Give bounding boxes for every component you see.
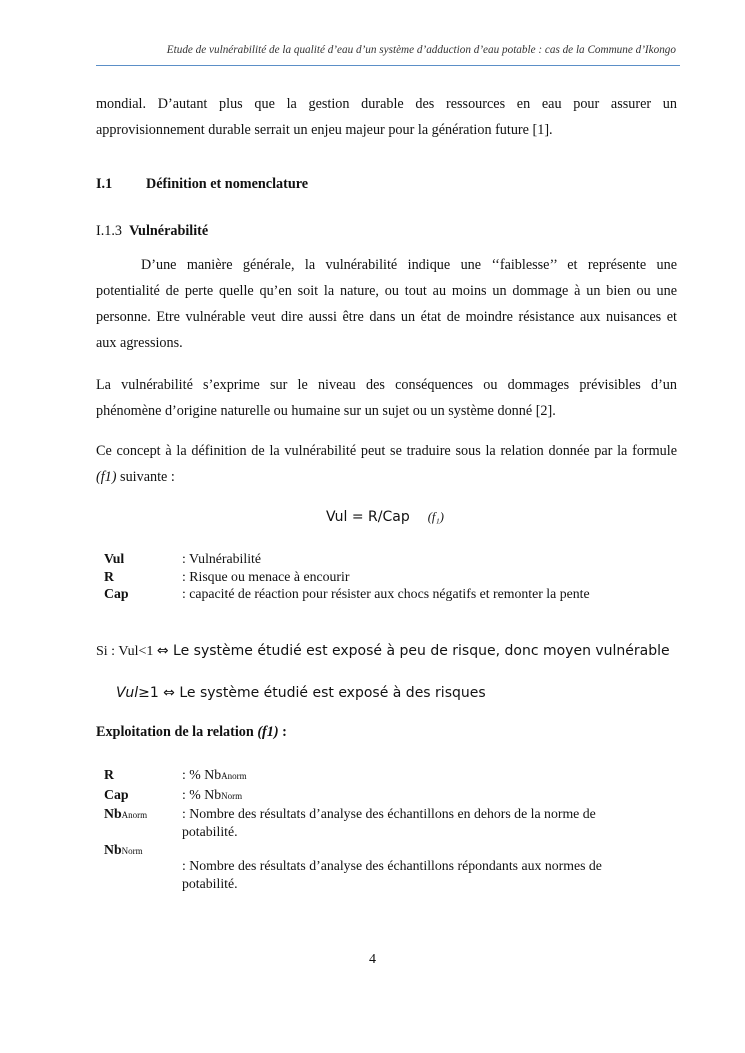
definition-row bbox=[104, 568, 652, 586]
text-line: personne. Etre vulnérable veut dire aussi être dans un état de moindre résistance aux nuisances et bbox=[96, 309, 677, 325]
subscript: Anorm bbox=[221, 771, 247, 781]
text-line: La vulnérabilité s’exprime sur le niveau des conséquences ou dommages prévisibles d’un bbox=[96, 377, 677, 393]
intro-paragraph bbox=[96, 91, 677, 143]
definition-value bbox=[182, 786, 652, 806]
condition-high-risk bbox=[116, 685, 486, 701]
text-line: approvisionnement durable serrait un enjeu majeur pour la génération future [1]. bbox=[96, 122, 553, 138]
text-fragment: suivante : bbox=[116, 469, 175, 485]
text-line: Ce concept à la définition de la vulnérabilité peut se traduire sous la relation donnée par la formule bbox=[96, 443, 677, 459]
text-line: mondial. D’autant plus que la gestion durable des ressources en eau pour assurer un bbox=[96, 96, 677, 112]
header-rule bbox=[96, 65, 680, 66]
vulnerability-paragraph bbox=[96, 252, 677, 356]
section-number: I.1 bbox=[96, 176, 113, 192]
formula-reference: (f1) bbox=[96, 469, 117, 485]
page-number: 4 bbox=[369, 952, 376, 967]
definition-key: Cap bbox=[104, 586, 129, 601]
definition-value bbox=[182, 841, 652, 892]
condition-variable: Vul bbox=[116, 685, 139, 701]
text-line: phénomène d’origine naturelle ou humaine sur un sujet ou un système donné [2]. bbox=[96, 403, 556, 419]
text-line bbox=[96, 464, 677, 490]
definition-prefix: : % Nb bbox=[182, 767, 222, 782]
definition-text-line: : Nombre des résultats d’analyse des échantillons en dehors de la norme de bbox=[182, 806, 596, 821]
definition-text-line: potabilité. bbox=[182, 875, 238, 891]
definition-row bbox=[104, 786, 652, 806]
key-base: Nb bbox=[104, 806, 122, 821]
definition-text-line: : Nombre des résultats d’analyse des échantillons répondants aux normes de bbox=[182, 858, 602, 873]
text-line: potentialité de perte quelle qu’en soit la nature, ou tout au moins un dommage à un bien ou une bbox=[96, 283, 677, 299]
formula-reference: (f1) bbox=[257, 724, 279, 740]
exploitation-label: Exploitation de la relation bbox=[96, 724, 258, 740]
definition-value bbox=[182, 805, 652, 840]
definition-key bbox=[104, 805, 182, 840]
exploitation-heading bbox=[96, 724, 287, 741]
definition-row bbox=[104, 841, 652, 892]
exploitation-colon: : bbox=[278, 724, 287, 740]
condition-low-risk bbox=[96, 643, 670, 660]
formula-expression: Vul = R/Cap bbox=[326, 509, 410, 525]
key-base: Nb bbox=[104, 842, 122, 857]
definition-value: : Risque ou menace à encourir bbox=[182, 568, 350, 584]
formula-tag: (f₁) bbox=[427, 510, 444, 524]
definition-row bbox=[104, 550, 652, 568]
condition-lead: Si : Vul<1 bbox=[96, 644, 157, 659]
definition-value bbox=[182, 766, 652, 786]
text-line: D’une manière générale, la vulnérabilité indique une ‘‘faiblesse’’ et représente une bbox=[141, 257, 677, 273]
text-line: aux agressions. bbox=[96, 335, 183, 351]
definition-prefix: : % Nb bbox=[182, 786, 222, 802]
definition-key: R bbox=[104, 568, 114, 584]
formula-f1 bbox=[326, 509, 444, 525]
section-heading bbox=[96, 176, 308, 193]
definition-value: : Vulnérabilité bbox=[182, 551, 261, 566]
condition-text: ⇔ Le système étudié est exposé à peu de risque, donc moyen vulnérable bbox=[156, 643, 670, 659]
definition-value: : capacité de réaction pour résister aux chocs négatifs et remonter la pente bbox=[182, 586, 590, 601]
concept-paragraph bbox=[96, 438, 677, 490]
running-header: Etude de vulnérabilité de la qualité d’eau d’un système d’adduction d’eau potable : cas de la Commune d’Ikongo bbox=[166, 44, 676, 56]
definition-key bbox=[104, 841, 182, 892]
definition-key: Vul bbox=[104, 551, 125, 566]
definition-row bbox=[104, 766, 652, 786]
definitions-table-2 bbox=[104, 766, 652, 892]
subsection-title: Vulnérabilité bbox=[129, 223, 209, 239]
definition-key: Cap bbox=[104, 786, 129, 802]
subscript: Anorm bbox=[121, 810, 148, 820]
definition-row bbox=[104, 585, 652, 603]
definition-row bbox=[104, 805, 652, 840]
definition-key: R bbox=[104, 767, 114, 782]
condition-text: ≥1 ⇔ Le système étudié est exposé à des risques bbox=[138, 685, 486, 701]
consequence-paragraph bbox=[96, 372, 677, 424]
subscript: Norm bbox=[121, 846, 143, 856]
definitions-table-1 bbox=[104, 550, 652, 603]
subsection-heading bbox=[96, 223, 208, 240]
subsection-number: I.1.3 bbox=[96, 223, 123, 239]
definition-text-line: potabilité. bbox=[182, 823, 238, 839]
subscript: Norm bbox=[221, 790, 243, 801]
section-title: Définition et nomenclature bbox=[146, 176, 309, 192]
